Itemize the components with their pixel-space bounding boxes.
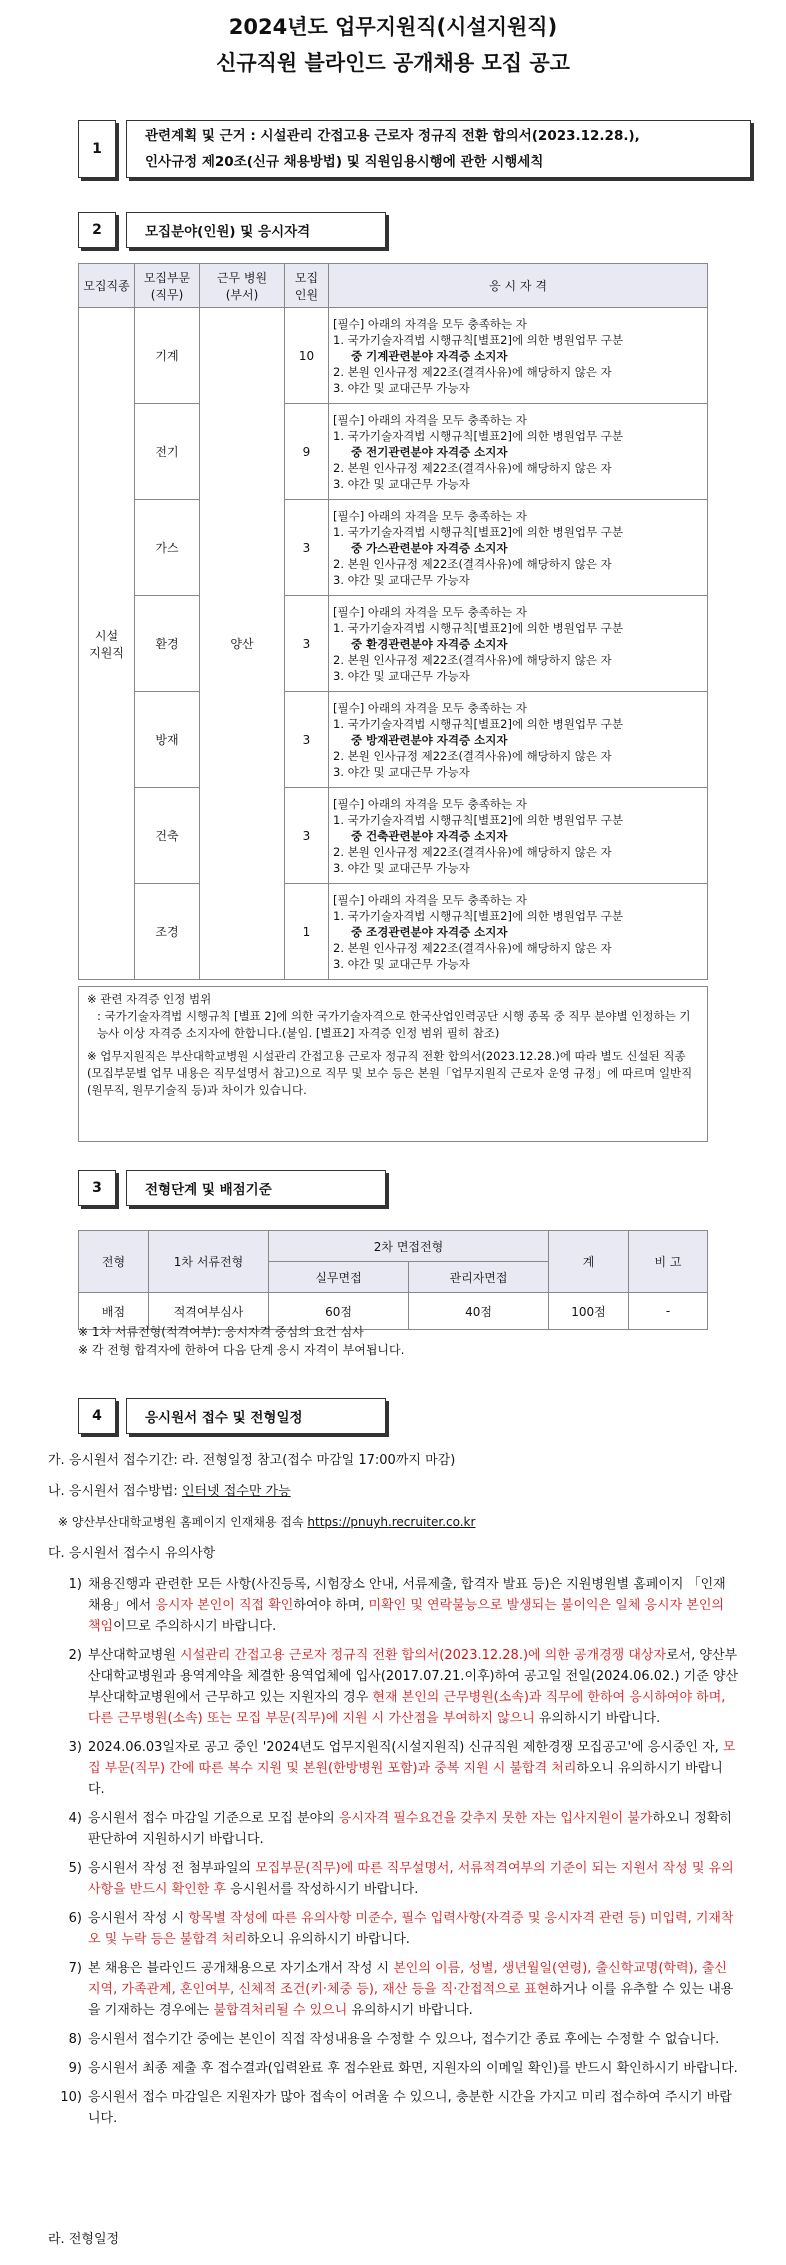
requirement-line: 1. 국가기술자격법 시행규칙[별표2]에 의한 병원업무 구분 (333, 908, 623, 923)
field-cell: 건축 (135, 788, 200, 884)
requirements-cell (329, 692, 708, 788)
requirement-line: 3. 야간 및 교대근무 가능자 (333, 956, 470, 971)
plain-text: 로서, 양산부산대학교병원과 용역계약을 체결한 용역업체에 입사(2017.07.21.이후)하여 공고일 전일(2024.06.02.) 기준 양산부산대학교병원에서 근무하고 있는 지원자의 경우 (88, 1648, 739, 1705)
requirement-line: 2. 본원 인사규정 제22조(결격사유)에 해당하지 않은 자 (333, 748, 612, 763)
qualification-table (78, 263, 708, 980)
note-job-type: ※ 업무지원직은 부산대학교병원 시설관리 간접고용 근로자 정규직 전환 합의서(2023.12.28.)에 따라 별도 신설된 직종(모집부문별 업무 내용은 직무설명서 참고)으로 직무 및 보수 등은 본원「업무지원직 근로자 운영 규정」에 따르며 일반직(원무직, 원무기술직 등)과 차이가 있습니다. (87, 1049, 693, 1097)
plain-text: 하여야 하며, (293, 1598, 369, 1613)
requirement-line: 1. 국가기술자격법 시행규칙[별표2]에 의한 병원업무 구분 (333, 524, 623, 539)
requirement-line: 중 방재관련분야 자격증 소지자 (351, 732, 508, 747)
scoring-table (78, 1230, 708, 1330)
application-method (48, 1481, 738, 1502)
highlighted-text: 응시자 본인이 직접 확인 (155, 1598, 294, 1613)
header-requirements: 응 시 자 격 (329, 264, 708, 308)
scoring-note-1: ※ 1차 서류전형(적격여부): 응시자격 중심의 요건 심사 (78, 1325, 364, 1339)
list-item-number: 5) (68, 1861, 82, 1876)
table-header-row (79, 264, 708, 308)
table-row (79, 596, 708, 692)
requirement-line: 중 가스관련분야 자격증 소지자 (351, 540, 508, 555)
requirement-line: 중 조경관련분야 자격증 소지자 (351, 924, 508, 939)
requirement-line: 3. 야간 및 교대근무 가능자 (333, 860, 470, 875)
list-item-text (88, 1574, 738, 1637)
header-remark: 비 고 (629, 1231, 708, 1293)
page-title: 2024년도 업무지원직(시설지원직) (228, 15, 558, 39)
highlighted-text: 모집부문(직무)에 따른 직무설명서, 서류적격여부의 기준이 되는 지원서 작성 및 유의사항을 반드시 확인한 후 (88, 1861, 734, 1897)
field-cell: 방재 (135, 692, 200, 788)
basis-line-1: 관련계획 및 근거 : 시설관리 간접고용 근로자 정규직 전환 합의서(2023.12.28.), (145, 128, 640, 144)
requirement-line: [필수] 아래의 자격을 모두 충족하는 자 (333, 892, 527, 907)
list-item (52, 2058, 738, 2079)
header-second-round: 2차 면접전형 (269, 1231, 549, 1262)
list-item-text (88, 2087, 738, 2129)
requirement-line: 3. 야간 및 교대근무 가능자 (333, 572, 470, 587)
table-row (79, 500, 708, 596)
homepage-label: ※ 양산부산대학교병원 홈페이지 인재채용 접속 (58, 1515, 308, 1529)
list-item-text (88, 1858, 738, 1900)
requirement-line: 2. 본원 인사규정 제22조(결격사유)에 해당하지 않은 자 (333, 652, 612, 667)
section-2-header (78, 212, 386, 248)
requirement-line: 3. 야간 및 교대근무 가능자 (333, 476, 470, 491)
list-item (52, 2029, 738, 2050)
list-item-text (88, 2029, 738, 2050)
requirement-line: 2. 본원 인사규정 제22조(결격사유)에 해당하지 않은 자 (333, 940, 612, 955)
list-item-number: 4) (68, 1811, 82, 1826)
list-item (52, 1858, 738, 1900)
count-cell: 3 (285, 596, 329, 692)
first-round-value: 적격여부심사 (149, 1293, 269, 1330)
list-item-number: 6) (68, 1911, 82, 1926)
list-item-number: 2) (68, 1648, 82, 1663)
requirement-line: 2. 본원 인사규정 제22조(결격사유)에 해당하지 않은 자 (333, 460, 612, 475)
schedule-heading: 라. 전형일정 (48, 2232, 120, 2247)
section-1-header (78, 120, 751, 178)
plain-text: 응시원서 최종 제출 후 접수결과(입력완료 후 접수완료 화면, 지원자의 이메일 확인)를 반드시 확인하시기 바랍니다. (88, 2061, 738, 2076)
requirements-cell (329, 500, 708, 596)
list-item-text (88, 2058, 738, 2079)
count-cell: 3 (285, 500, 329, 596)
note-license-body: : 국가기술자격법 시행규칙 [별표 2]에 의한 국가기술자격으로 한국산업인력공단 시행 종목 중 직무 분야별 인정하는 기능사 이상 자격증 소지자에 한합니다.(붙임. [별표2] 자격증 인정 범위 필히 참조) (97, 1009, 691, 1040)
list-item (52, 1574, 738, 1637)
requirement-line: 중 건축관련분야 자격증 소지자 (351, 828, 508, 843)
highlighted-text: 모집 부문(직무) 간에 따른 복수 지원 및 본원(한방병원 포함)과 중복 지원 시 불합격 처리 (88, 1740, 736, 1776)
field-cell: 조경 (135, 884, 200, 980)
field-cell: 전기 (135, 404, 200, 500)
count-cell: 1 (285, 884, 329, 980)
requirement-line: 중 기계관련분야 자격증 소지자 (351, 348, 508, 363)
requirements-cell (329, 596, 708, 692)
precautions-heading: 다. 응시원서 접수시 유의사항 (48, 1546, 216, 1561)
highlighted-text: 현재 본인의 근무병원(소속)과 직무에 한하여 응시하여야 하며, 다른 근무병원(소속) 또는 모집 부문(직무)에 지원 시 가산점을 부여하지 않으니 (88, 1690, 726, 1726)
header-stage: 전형 (79, 1231, 149, 1293)
count-cell: 3 (285, 692, 329, 788)
requirement-line: [필수] 아래의 자격을 모두 충족하는 자 (333, 412, 527, 427)
requirement-line: 2. 본원 인사규정 제22조(결격사유)에 해당하지 않은 자 (333, 556, 612, 571)
list-item-text (88, 1808, 738, 1850)
plain-text: 응시원서 접수 마감일은 지원자가 많아 접속이 어려울 수 있으니, 충분한 시간을 가지고 미리 접수하여 주시기 바랍니다. (88, 2090, 732, 2126)
method-value: 인터넷 접수만 가능 (181, 1484, 291, 1499)
total-value: 100점 (549, 1293, 629, 1330)
requirement-line: [필수] 아래의 자격을 모두 충족하는 자 (333, 796, 527, 811)
header-count: 모집 인원 (285, 264, 329, 308)
list-item (52, 1958, 738, 2021)
plain-text: 응시원서 접수 마감일 기준으로 모집 분야의 (88, 1811, 339, 1826)
plain-text: 응시원서 작성 전 첨부파일의 (88, 1861, 256, 1876)
highlighted-text: 미확인 및 연락불능으로 발생되는 불이익은 일체 응시자 본인의 책임 (88, 1598, 724, 1634)
list-item-number: 7) (68, 1961, 82, 1976)
requirement-line: 2. 본원 인사규정 제22조(결격사유)에 해당하지 않은 자 (333, 844, 612, 859)
list-item-text (88, 1958, 738, 2021)
plain-text: 이므로 주의하시기 바랍니다. (113, 1619, 277, 1634)
list-item (52, 1908, 738, 1950)
table-row (79, 308, 708, 404)
note-license-title: ※ 관련 자격증 인정 범위 (87, 992, 212, 1006)
section-number: 1 (78, 120, 116, 178)
requirement-line: 1. 국가기술자격법 시행규칙[별표2]에 의한 병원업무 구분 (333, 428, 623, 443)
list-item-number: 1) (68, 1577, 82, 1592)
section-number: 2 (78, 212, 116, 248)
homepage-link[interactable]: https://pnuyh.recruiter.co.kr (307, 1515, 476, 1529)
plain-text: 유의하시기 바랍니다. (347, 2003, 473, 2018)
header-field: 모집부문 (직무) (135, 264, 200, 308)
method-label: 나. 응시원서 접수방법: (48, 1484, 182, 1499)
requirement-line: 중 전기관련분야 자격증 소지자 (351, 444, 508, 459)
field-cell: 가스 (135, 500, 200, 596)
category-cell: 시설 지원직 (79, 308, 135, 980)
hospital-cell: 양산 (200, 308, 285, 980)
header-category: 모집직종 (79, 264, 135, 308)
header-total: 계 (549, 1231, 629, 1293)
section-number: 4 (78, 1398, 116, 1434)
remark-value: - (629, 1293, 708, 1330)
section-title: 모집분야(인원) 및 응시자격 (126, 212, 386, 248)
section-1-basis (126, 120, 751, 178)
list-item-text (88, 1908, 738, 1950)
scoring-note-2: ※ 각 전형 합격자에 한하여 다음 단계 응시 자격이 부여됩니다. (78, 1343, 405, 1357)
plain-text: 채용진행과 관련한 모든 사항(사진등록, 시험장소 안내, 서류제출, 합격자 발표 등)은 지원병원별 홈페이지 「인재채용」에서 (88, 1577, 726, 1613)
section-3-header (78, 1170, 386, 1206)
count-cell: 9 (285, 404, 329, 500)
highlighted-text: 본인의 이름, 성별, 생년월일(연령), 출신학교명(학력), 출신지역, 가족관계, 혼인여부, 신체적 조건(키·체중 등), 재산 등을 직·간접적으로 표현 (88, 1961, 727, 1997)
page-subtitle: 신규직원 블라인드 공개채용 모집 공고 (216, 51, 570, 75)
count-cell: 3 (285, 788, 329, 884)
plain-text: 하오니 정확히 판단하여 지원하시기 바랍니다. (88, 1811, 732, 1847)
qualification-notes (78, 986, 708, 1142)
requirements-cell (329, 884, 708, 980)
requirement-line: [필수] 아래의 자격을 모두 충족하는 자 (333, 604, 527, 619)
header-manager: 관리자면접 (409, 1262, 549, 1293)
requirement-line: 1. 국가기술자격법 시행규칙[별표2]에 의한 병원업무 구분 (333, 716, 623, 731)
requirements-cell (329, 404, 708, 500)
scoring-notes (78, 1323, 718, 1359)
requirement-line: 1. 국가기술자격법 시행규칙[별표2]에 의한 병원업무 구분 (333, 332, 623, 347)
plain-text: 부산대학교병원 (88, 1648, 181, 1663)
application-section (48, 1450, 738, 2137)
practical-value: 60점 (269, 1293, 409, 1330)
table-row (79, 884, 708, 980)
requirement-line: 3. 야간 및 교대근무 가능자 (333, 764, 470, 779)
count-cell: 10 (285, 308, 329, 404)
highlighted-text: 항목별 작성에 따른 유의사항 미준수, 필수 입력사항(자격증 및 응시자격 관련 등) 미입력, 기재착오 및 누락 등은 불합격 처리 (88, 1911, 734, 1947)
section-title: 전형단계 및 배점기준 (126, 1170, 386, 1206)
basis-line-2: 인사규정 제20조(신규 채용방법) 및 직원임용시행에 관한 시행세칙 (145, 154, 544, 170)
highlighted-text: 시설관리 간접고용 근로자 정규직 전환 합의서(2023.12.28.)에 의한 공개경쟁 대상자 (180, 1648, 666, 1663)
table-row (79, 692, 708, 788)
section-number: 3 (78, 1170, 116, 1206)
section-4-header (78, 1398, 386, 1434)
highlighted-text: 응시자격 필수요건을 갖추지 못한 자는 입사지원이 불가 (338, 1811, 653, 1826)
row-label: 배점 (79, 1293, 149, 1330)
requirement-line: 1. 국가기술자격법 시행규칙[별표2]에 의한 병원업무 구분 (333, 620, 623, 635)
table-row (79, 788, 708, 884)
list-item (52, 1737, 738, 1800)
requirements-cell (329, 788, 708, 884)
plain-text: 응시원서를 작성하시기 바랍니다. (225, 1882, 419, 1897)
plain-text: 응시원서 작성 시 (88, 1911, 189, 1926)
header-first-round: 1차 서류전형 (149, 1231, 269, 1293)
plain-text: 유의하시기 바랍니다. (534, 1711, 661, 1726)
requirement-line: [필수] 아래의 자격을 모두 충족하는 자 (333, 316, 527, 331)
list-item (52, 2087, 738, 2129)
precautions-list (48, 1574, 738, 2129)
list-item-number: 3) (68, 1740, 82, 1755)
requirement-line: 3. 야간 및 교대근무 가능자 (333, 380, 470, 395)
application-period: 가. 응시원서 접수기간: 라. 전형일정 참고(접수 마감일 17:00까지 마감) (48, 1453, 456, 1468)
manager-value: 40점 (409, 1293, 549, 1330)
plain-text: 본 채용은 블라인드 공개채용으로 자기소개서 작성 시 (88, 1961, 394, 1976)
list-item-text (88, 1737, 738, 1800)
requirement-line: 2. 본원 인사규정 제22조(결격사유)에 해당하지 않은 자 (333, 364, 612, 379)
requirement-line: [필수] 아래의 자격을 모두 충족하는 자 (333, 700, 527, 715)
scoring-header-row-1 (79, 1231, 708, 1262)
homepage-note (48, 1512, 738, 1533)
field-cell: 환경 (135, 596, 200, 692)
plain-text: 하오니 유의하시기 바랍니다. (246, 1932, 410, 1947)
header-practical: 실무면접 (269, 1262, 409, 1293)
plain-text: 하거나 이를 유추할 수 있는 내용을 기재하는 경우에는 (88, 1982, 734, 2018)
highlighted-text: 불합격처리될 수 있으니 (213, 2003, 348, 2018)
header-hospital: 근무 병원 (부서) (200, 264, 285, 308)
requirement-line: [필수] 아래의 자격을 모두 충족하는 자 (333, 508, 527, 523)
list-item-number: 9) (68, 2061, 82, 2076)
list-item-text (88, 1645, 738, 1729)
requirements-cell (329, 308, 708, 404)
section-title: 응시원서 접수 및 전형일정 (126, 1398, 386, 1434)
plain-text: 응시원서 접수기간 중에는 본인이 직접 작성내용을 수정할 수 있으나, 접수기간 종료 후에는 수정할 수 없습니다. (88, 2032, 720, 2047)
list-item-number: 8) (68, 2032, 82, 2047)
plain-text: 하오니 유의하시기 바랍니다. (88, 1761, 723, 1797)
list-item (52, 1808, 738, 1850)
requirement-line: 중 환경관련분야 자격증 소지자 (351, 636, 508, 651)
requirement-line: 3. 야간 및 교대근무 가능자 (333, 668, 470, 683)
plain-text: 2024.06.03일자로 공고 중인 '2024년도 업무지원직(시설지원직) 신규직원 제한경쟁 모집공고'에 응시중인 자, (88, 1740, 723, 1755)
field-cell: 기계 (135, 308, 200, 404)
requirement-line: 1. 국가기술자격법 시행규칙[별표2]에 의한 병원업무 구분 (333, 812, 623, 827)
list-item-number: 10) (60, 2090, 82, 2105)
table-row (79, 404, 708, 500)
list-item (52, 1645, 738, 1729)
